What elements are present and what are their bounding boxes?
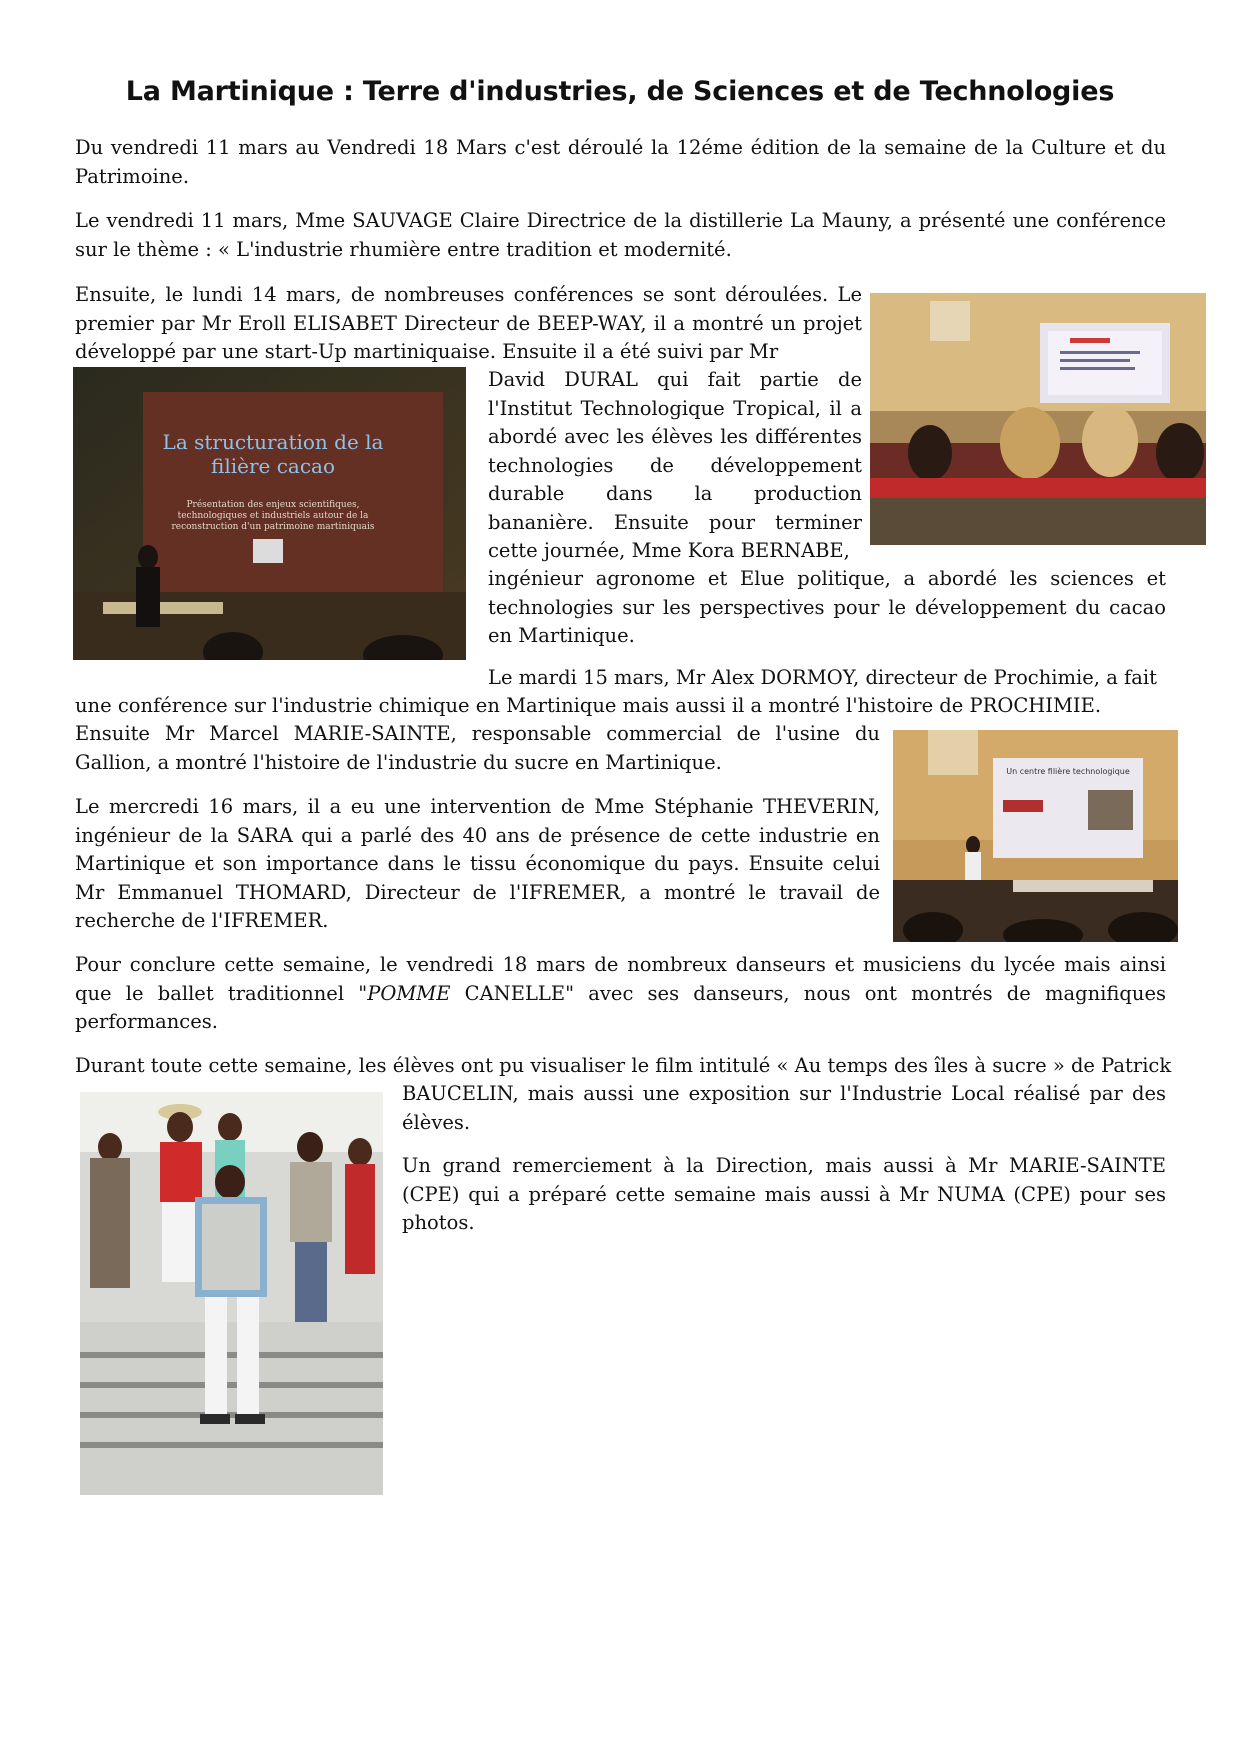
photo-auditorium-conference [870,293,1206,545]
paragraph-week: Durant toute cette semaine, les élèves ont pu visualiser le film intitulé « Au temps des îles à sucre » de Patrick [75,1054,1172,1077]
paragraph-monday-14: Ensuite, le lundi 14 mars, de nombreuses conférences se sont déroulées. Le premier par Mr Eroll ELISABET Directeur de BEEP-WAY, il a montré un projet développé par une start-Up martiniquaise. Ensuite il a été suivi par Mr [75,283,862,363]
paragraph-wednesday-16: Le mercredi 16 mars, il a eu une intervention de Mme Stéphanie THEVERIN, ingénieur de la SARA qui a parlé des 40 ans de présence de cette industrie en Martinique et son importance dans le tissu économique du pays. Ensuite celui Mr Emmanuel THOMARD, Directeur de l'IFREMER, a montré le travail de recherche de l'IFREMER. [75,795,880,932]
paragraph-friday-18: Pour conclure cette semaine, le vendredi 18 mars de nombreux danseurs et musiciens du lycée mais ainsi que le ballet traditionnel "POMME CANELLE" avec ses danseurs, nous ont montrés de magnifiques performances. [75,953,1166,1033]
slide-tech-title: Un centre filière technologique [1006,767,1130,776]
paragraph-intro: Du vendredi 11 mars au Vendredi 18 Mars c'est déroulé la 12éme édition de la semaine de la Culture et du Patrimoine. [75,136,1166,188]
svg-text:reconstruction d'un patrimoine: reconstruction d'un patrimoine martiniquais [171,522,375,532]
page-title: La Martinique : Terre d'industries, de Sciences et de Technologies [125,76,1115,107]
paragraph-thanks: Un grand remerciement à la Direction, mais aussi à Mr MARIE-SAINTE (CPE) qui a préparé cette semaine mais aussi à Mr NUMA (CPE) pour ses photos. [402,1154,1166,1234]
svg-text:technologiques et industriels: technologiques et industriels autour de la [177,511,369,521]
paragraph-tuesday-15-continued: une conférence sur l'industrie chimique en Martinique mais aussi il a montré l'histoire de PROCHIMIE. [75,694,1102,717]
paragraph-friday-11: Le vendredi 11 mars, Mme SAUVAGE Claire Directrice de la distillerie La Mauny, a présenté une conférence sur le thème : « L'industrie rhumière entre tradition et modernité. [75,209,1166,261]
slide-title-line1: La structuration de la [162,430,384,454]
photo-dance-performance [80,1092,383,1495]
photo-cacao-presentation [73,367,466,660]
slide-title-line2: filière cacao [210,454,336,478]
paragraph-week-continued: BAUCELIN, mais aussi une exposition sur l'Industrie Local réalisé par des élèves. [402,1082,1166,1134]
ballet-name: POMME [367,981,451,1005]
paragraph-monday-14-continued: David DURAL qui fait partie de l'Institut Technologique Tropical, il a abordé avec les élèves les différentes technologies de développement durable dans la production bananière. Ensuite pour terminer cette journée, Mme Kora BERNABE, [488,368,862,562]
svg-text:Présentation des enjeux scient: Présentation des enjeux scientifiques, [186,500,360,510]
photo-technology-presentation [893,730,1178,942]
paragraph-tuesday-15-end: Ensuite Mr Marcel MARIE-SAINTE, responsable commercial de l'usine du Gallion, a montré l'histoire de l'industrie du sucre en Martinique. [75,722,880,774]
paragraph-monday-14-end: ingénieur agronome et Elue politique, a abordé les sciences et technologies sur les perspectives pour le développement du cacao en Martinique. [488,567,1166,647]
paragraph-tuesday-15: Le mardi 15 mars, Mr Alex DORMOY, directeur de Prochimie, a fait [488,666,1157,689]
